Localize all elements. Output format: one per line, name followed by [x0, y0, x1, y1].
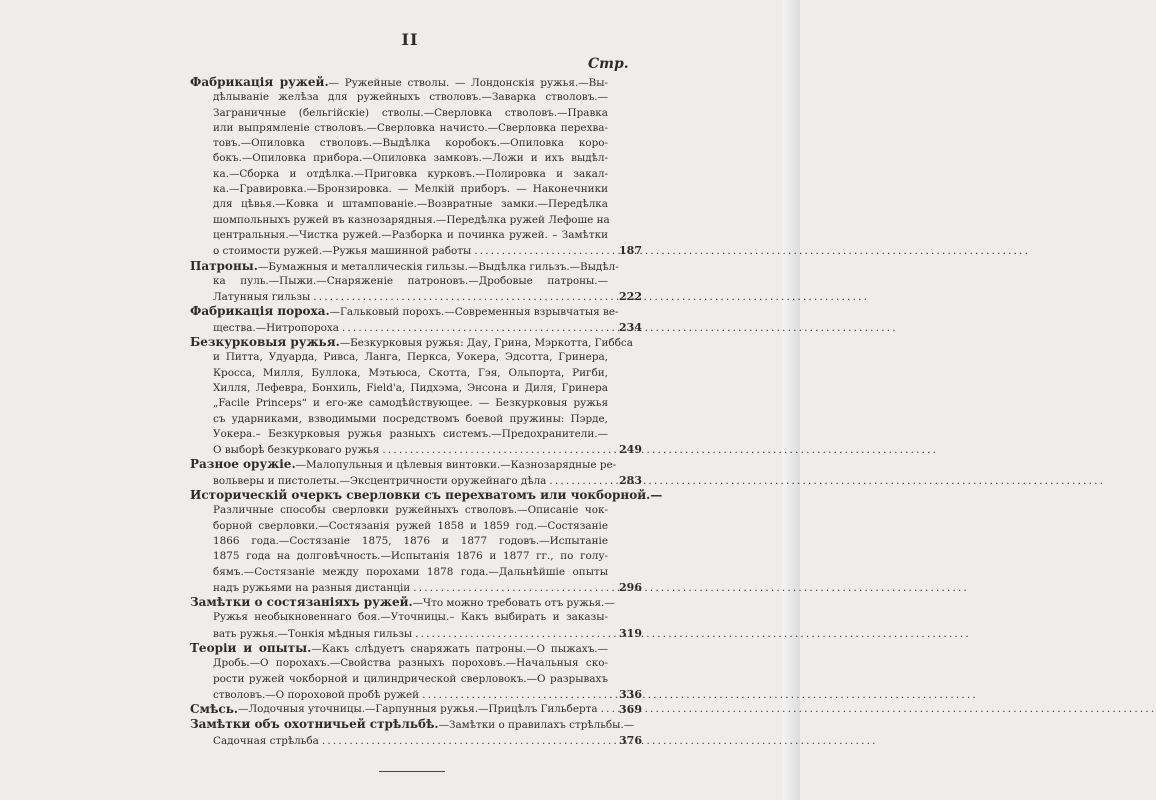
toc-entry — [190, 457, 642, 488]
toc-line-text: центральныя.—Чистка ружей.—Разборка и починка ружей. – Замѣтки — [213, 228, 608, 241]
dot-leader — [313, 290, 869, 305]
toc-line-text — [213, 627, 608, 642]
entry-title: Замѣтки объ охотничьей стрѣльбѣ. — [190, 717, 439, 732]
toc-line-text — [190, 75, 608, 91]
entry-text: —Бумажныя и металлическія гильзы.—Выдѣлка гильзъ.—Выдѣл- — [257, 260, 619, 273]
toc-line-text: съ ударниками, взводимыми посредствомъ боевой пружины: Пэрде, — [213, 412, 608, 425]
entry-title: Историческій очеркъ сверловки съ перехватомъ или чокборной.— — [190, 488, 663, 503]
toc-line — [190, 121, 642, 136]
toc-line — [190, 610, 642, 625]
toc-line — [190, 427, 642, 442]
entry-title: Замѣтки о состязаніяхъ ружей. — [190, 595, 413, 610]
toc-line-text: „Facile Princeps“ и его-же самодѣйствующее. — Безкурковыя ружья — [213, 397, 608, 410]
toc-entry — [190, 335, 642, 457]
toc-line — [190, 396, 642, 411]
toc-line — [190, 228, 642, 243]
toc-line — [190, 366, 642, 381]
toc-line-text: Заграничные (бельгійскіе) стволы.—Сверловка стволовъ.—Правка — [213, 106, 608, 119]
entry-text: —Какъ слѣдуетъ снаряжать патроны.—О пыжахъ.— — [311, 642, 608, 655]
toc-line-text — [190, 457, 617, 473]
page-number: 296 — [619, 580, 642, 594]
entry-text: о стоимости ружей.—Ружья машинной работы — [213, 245, 472, 258]
toc-line — [190, 595, 642, 610]
toc-line — [190, 289, 642, 304]
entry-text: — Ружейные стволы. — Лондонскія ружья.—Вы- — [328, 77, 608, 89]
toc-line — [190, 75, 642, 90]
toc-entry — [190, 488, 663, 595]
toc-line-text — [213, 734, 608, 749]
entry-title: Разное оружіе. — [190, 457, 296, 472]
toc-line — [190, 381, 642, 396]
entry-text: —Безкурковыя ружья: Дау, Грина, Мэркотта, Гиббса — [339, 337, 633, 350]
toc-line — [190, 473, 642, 488]
toc-line-text: для цѣвья.—Ковка и штампованіе.—Возвратные замки.—Передѣлка — [213, 198, 608, 211]
page-number: 369 — [619, 703, 642, 717]
toc-line-text — [213, 244, 608, 259]
toc-line — [190, 274, 642, 289]
toc-line — [190, 641, 642, 656]
toc-line-text: 1875 года на долговѣчность.—Испытанія 1876 и 1877 гг., по голу- — [213, 550, 608, 563]
toc-line-text — [190, 304, 619, 320]
toc-line-text: ка.—Сборка и отдѣлка.—Приговка курковъ.—Полировка и закал- — [213, 167, 608, 180]
toc-line-text: Ружья необыкновеннаго боя.—Уточницы.– Какъ выбирать и заказы- — [213, 611, 608, 624]
toc-entry — [190, 702, 642, 717]
page-number: 319 — [619, 626, 642, 640]
entry-text: —Лодочныя уточницы.—Гарпунныя ружья.—Прицѣлъ Гильберта — [238, 703, 598, 716]
toc-line-text — [213, 474, 608, 489]
toc-line — [190, 320, 642, 335]
toc-line — [190, 243, 642, 258]
toc-line — [190, 534, 642, 549]
page-column-label: Стр. — [588, 56, 629, 72]
toc-line — [190, 519, 642, 534]
toc-line — [190, 702, 642, 717]
toc-line-text: или выпрямленіе стволовъ.—Сверловка начисто.—Сверловка перехва- — [213, 121, 608, 134]
entry-text: Латунныя гильзы — [213, 291, 311, 304]
toc-line — [190, 717, 642, 732]
page-edge — [782, 0, 800, 800]
toc-entry — [190, 75, 642, 259]
toc-entry — [190, 717, 642, 748]
toc-line — [190, 335, 642, 350]
entry-text: —Замѣтки о правилахъ стрѣльбы.— — [438, 719, 635, 732]
entry-title: Патроны. — [190, 258, 258, 273]
toc-line-text: дѣлываніе желѣза для ружейныхъ стволовъ.—Заварка стволовъ.— — [213, 91, 608, 104]
toc-line-text: бямъ.—Состязаніе между порохами 1878 года.—Дальнѣйшіе опыты — [213, 565, 608, 578]
toc-line — [190, 488, 663, 503]
dot-leader — [422, 688, 978, 703]
toc-line-text: и Питта, Удуарда, Ривса, Ланга, Перкса, Уокера, Эдсотта, Гринера, — [213, 351, 608, 364]
toc-line — [190, 503, 642, 518]
toc-line-text — [190, 641, 608, 657]
page-number: 249 — [619, 443, 642, 457]
dot-leader — [415, 627, 971, 642]
page-number: 336 — [619, 687, 642, 701]
page-number: 234 — [619, 320, 642, 334]
entry-title: Безкурковыя ружья. — [190, 335, 340, 350]
page-number: 283 — [619, 473, 642, 487]
entry-text: —Гальковый порохъ.—Современныя взрывчатыя ве- — [329, 306, 619, 319]
toc-line-text — [190, 595, 615, 611]
entry-text: надъ ружьями на разныя дистанціи — [213, 581, 411, 594]
toc-line-text — [190, 488, 663, 504]
closing-rule — [379, 771, 445, 772]
toc-line — [190, 457, 642, 472]
toc-line-text: Кросса, Милля, Буллока, Мэтьюса, Скотта, Гэя, Ольпорта, Ригби, — [213, 366, 608, 379]
toc-line-text: Уокера.– Безкурковыя ружья разныхъ системъ.—Предохранители.— — [213, 427, 608, 440]
toc-line — [190, 565, 642, 580]
toc-line-text: Хилля, Лефевра, Бонхиль, Field'а, Пидхэма, Энсона и Диля, Гринера — [213, 381, 608, 394]
toc-line-text: товъ.—Опиловка стволовъ.—Выдѣлка коробокъ.—Опиловка коро- — [213, 137, 608, 150]
entry-text: О выборѣ безкурковаго ружья — [213, 444, 380, 457]
toc-line — [190, 259, 642, 274]
dot-leader — [413, 581, 969, 596]
toc-line — [190, 350, 642, 365]
entry-text: щества.—Нитропороха — [213, 321, 339, 334]
entry-title: Фабрикація пороха. — [190, 304, 330, 319]
toc-line-text — [190, 335, 633, 351]
toc-line — [190, 197, 642, 212]
entry-text: вольверы и пистолеты.—Эксцентричности оружейнаго дѣла — [213, 474, 547, 487]
entry-title: Смѣсь. — [190, 702, 239, 717]
toc-line-text: бокъ.—Опиловка прибора.—Опиловка замковъ.—Ложи и ихъ выдѣл- — [213, 152, 608, 165]
dot-leader — [382, 443, 938, 458]
toc-line-text: ка пуль.—Пыжи.—Снаряженіе патроновъ.—Дробовые патроны.— — [213, 274, 608, 287]
page-number: 376 — [619, 733, 642, 747]
toc-line-text — [190, 717, 635, 733]
entry-text: —Малопульныя и цѣлевыя винтовки.—Казнозарядные ре- — [295, 459, 617, 472]
page-number: 222 — [619, 290, 642, 304]
toc-entry — [190, 595, 642, 641]
toc-entry — [190, 259, 642, 305]
toc-line — [190, 90, 642, 105]
page-number: 187 — [619, 244, 642, 258]
toc-line — [190, 687, 642, 702]
entry-text: вать ружья.—Тонкія мѣдныя гильзы — [213, 627, 413, 640]
toc-line — [190, 626, 642, 641]
toc-line-text: ка.—Гравировка.—Бронзировка. — Мелкій приборъ. — Наконечники — [213, 183, 608, 196]
toc-line — [190, 136, 642, 151]
toc-line-text: шомпольныхъ ружей въ казнозарядныя.—Передѣлка ружей Лефоше на — [213, 213, 610, 226]
toc-line-text: Различные способы сверловки ружейныхъ стволовъ.—Описаніе чок- — [213, 504, 608, 517]
toc-entry — [190, 641, 642, 702]
toc-line — [190, 304, 642, 319]
toc-line-text: 1866 года.—Состязаніе 1875, 1876 и 1877 годовъ.—Испытаніе — [213, 534, 608, 547]
entry-text: стволовъ.—О пороховой пробѣ ружей — [213, 688, 420, 701]
toc-line — [190, 733, 642, 748]
toc-line-text — [213, 290, 608, 305]
entry-text: Садочная стрѣльба — [213, 734, 319, 747]
entry-text: —Что можно требовать отъ ружья.— — [412, 597, 615, 610]
toc-line-text — [213, 688, 608, 703]
dot-leader — [474, 244, 1030, 259]
toc-line — [190, 442, 642, 457]
toc-line — [190, 656, 642, 671]
dot-leader — [322, 734, 878, 749]
toc-line-text: Дробь.—О порохахъ.—Свойства разныхъ пороховъ.—Начальныя ско- — [213, 657, 608, 670]
toc-line-text: борной сверловки.—Состязанія ружей 1858 и 1859 год.—Состязаніе — [213, 519, 608, 532]
toc-entry — [190, 304, 642, 335]
toc-line-text — [190, 258, 619, 275]
toc-line-text — [190, 702, 608, 717]
entry-title: Теоріи и опыты. — [190, 640, 312, 655]
toc-line — [190, 151, 642, 166]
dot-leader — [601, 702, 1156, 717]
toc-line — [190, 672, 642, 687]
toc-line-text: рости ружей чокборной и цилиндрической сверловокъ.—О разрывахъ — [213, 672, 608, 685]
toc-line — [190, 549, 642, 564]
entry-title: Фабрикація ружей. — [190, 75, 329, 89]
toc-line — [190, 167, 642, 182]
toc-line — [190, 182, 642, 197]
toc-line-text — [213, 321, 608, 336]
toc-line — [190, 213, 642, 228]
toc-line — [190, 580, 642, 595]
toc-line — [190, 106, 642, 121]
page-folio: II — [401, 30, 419, 49]
table-of-contents — [190, 75, 663, 748]
toc-line — [190, 412, 642, 427]
toc-line-text — [213, 581, 608, 596]
toc-line-text — [213, 443, 608, 458]
